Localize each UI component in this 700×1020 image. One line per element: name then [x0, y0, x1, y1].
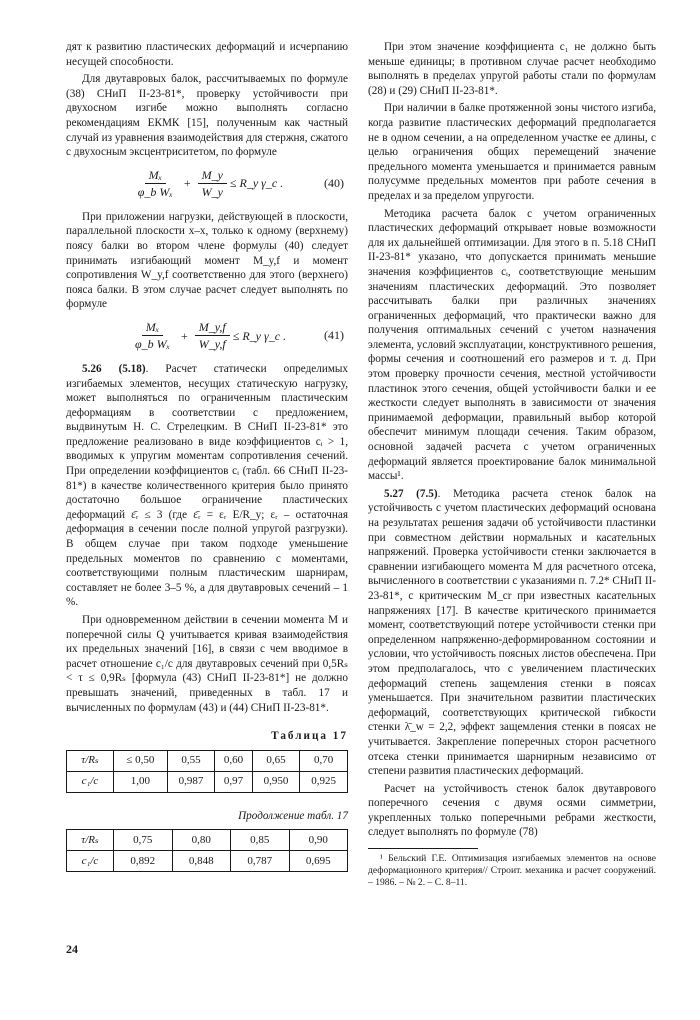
paragraph: дят к развитию пластических деформаций и исчерпанию несущей способности. [66, 41, 348, 68]
formula-40 [66, 164, 348, 204]
row-label: τ/Rₛ [67, 750, 114, 771]
fraction [134, 168, 177, 199]
denominator: W_y [201, 185, 223, 200]
table-cell: 0,987 [167, 771, 215, 792]
right-column [368, 40, 656, 889]
fraction [131, 320, 174, 351]
numerator: Mₓ [145, 168, 166, 184]
page-number: 24 [66, 942, 78, 956]
fraction [198, 168, 227, 199]
table-row [67, 771, 348, 792]
section-number: 5.26 (5.18) [82, 362, 146, 375]
left-column [66, 40, 348, 872]
table-cell: 0,787 [231, 851, 290, 872]
numerator: M_y,f [195, 320, 230, 336]
paragraph-text: . Методика расчета стенок балок на устойчивость с учетом пластических деформаций основана на результатах решения задачи об устойчивости пластинки при совместном действии нормальных и касательных напряжений. Проверка устойчивости стенки заключается в сравнении изгибающего момента M для расчетного отсека, вычисленного в соответствии с указаниями п. 7.2* СНиП II-23-81*, с критическим M_cr при известных касательных напряжениях [17]. В качестве критического принимается момент, соответствующий потере устойчивости стенки при определенном напряженно-деформированном состоянии и условии, что устойчивость поясных листов обеспечена. При этом предполагалось, что с увеличением пластических деформаций степень защемления стенки в поясах уменьшается. При значительном развитии пластических деформаций, соответствующих критической гибкости стенки λ̄_w = 2,2, эффект защемления стенки в поясах не учитывается. Закрепление поперечных сторон расчетного отсека стенки принимается шарнирным независимо от степени развития пластических деформаций. [368, 487, 656, 778]
denominator: φ_b Wₓ [137, 185, 173, 200]
table-cell: 0,60 [215, 750, 252, 771]
numerator: Mₓ [142, 320, 163, 336]
row-label: c₁/c [67, 771, 114, 792]
paragraph [368, 487, 656, 779]
numerator: M_y [198, 168, 227, 184]
table-row [67, 750, 348, 771]
table-cell: 0,70 [300, 750, 348, 771]
table-cell: 0,925 [300, 771, 348, 792]
formula-rhs: ≤ R_y γ_c . [232, 328, 287, 343]
paragraph: Для двутавровых балок, рассчитываемых по формуле (38) СНиП II-23-81*, проверку устойчивости при двухосном изгибе можно выполнять согласно рекомендациям ЕКМК [15], полученным как частный случай из уравнения взаимодействия для стержня, сжатого с двухосным эксцентриситетом, по формуле [66, 73, 348, 159]
table-caption: Таблица 17 [271, 730, 348, 743]
formula-rhs: ≤ R_y γ_c . [229, 176, 284, 191]
table-cell: 0,75 [114, 830, 173, 851]
table-cell: 0,80 [172, 830, 231, 851]
table-17 [66, 750, 348, 793]
table-cell: 0,848 [172, 851, 231, 872]
table-cell: 0,55 [167, 750, 215, 771]
table-row [67, 830, 348, 851]
table-17-continuation [66, 829, 348, 872]
table-cell: 0,892 [114, 851, 173, 872]
denominator: φ_b Wₓ [134, 337, 170, 352]
table-cell: ≤ 0,50 [114, 750, 168, 771]
paragraph: При приложении нагрузки, действующей в плоскости, параллельной плоскости x–x, только к одному (верхнему) поясу балки во втором члене формулы (40) следует принимать изгибающий момент M_y,f и момент сопротивления W_y,f соответственно для этого (верхнего) пояса балки. В этом случае расчет следует выполнять по формуле [66, 210, 348, 311]
section-number: 5.27 (7.5) [384, 487, 438, 500]
plus-sign: + [183, 176, 191, 191]
paragraph-text: . Расчет статически определимых изгибаемых элементов, несущих статическую нагрузку, может выполняться по ограниченным пластическим деформациям в соответствии с предложением, выдвинутым Н. С. Стрелецким. В СНиП II-23-81* это предложение реализовано в виде коэффициентов cᵢ > 1, вводимых к упругим моментам сопротивления сечений. При определении коэффициентов cᵢ (табл. 66 СНиП II-23-81*) в качестве количественного критерия было принято достаточно большое ограничение пластических деформаций ε̄ᵣ ≤ 3 (где ε̄ᵣ = εᵣ E/R_y; εᵣ – остаточная деформация в сечении после полной упругой разгрузки). В общем случае при таком подходе уменьшение предельных моментов по сравнению с моментами, соответствующими полным пластическим шарнирам, составляет не более 3–5 %, а для двутавровых сечений – 1 %. [66, 362, 349, 609]
paragraph: При одновременном действии в сечении момента M и поперечной силы Q учитывается кривая взаимодействия их предельных значений [16], в связи с чем вводимое в расчет отношение c₁/c для двутавровых сечений при 0,5Rₛ < τ ≤ 0,9Rₛ [формула (43) СНиП II-23-81*] не должно превышать значений, приведенных в табл. 17 и вычисленных по формулам (43) и (44) СНиП II-23-81*. [66, 614, 348, 714]
table-cell: 0,85 [231, 830, 290, 851]
denominator: W_y,f [198, 337, 226, 352]
row-label: c₁/c [67, 851, 114, 872]
table-row [67, 851, 348, 872]
fraction [195, 320, 230, 351]
formula-number: (41) [324, 327, 344, 342]
table-continuation-caption: Продолжение табл. 17 [238, 809, 348, 822]
table-cell: 1,00 [114, 771, 168, 792]
footnote-divider [368, 848, 478, 849]
plus-sign: + [180, 328, 188, 343]
paragraph: При этом значение коэффициента c₁ не должно быть меньше единицы; в противном случае расчет необходимо выполнять в пределах упругой работы стали по формулам (28) и (29) СНиП II-23-81*. [368, 41, 656, 97]
row-label: τ/Rₛ [67, 830, 114, 851]
formula-number: (40) [324, 175, 344, 190]
paragraph: Методика расчета балок с учетом ограниченных пластических деформаций открывает новые возможности для их дальнейшей оптимизации. Для этого в п. 5.18 СНиП II-23-81* указано, что допускается принимать меньшие значения коэффициентов cᵢ, соответствующие меньшим значениям пластических деформаций. Это позволяет рассчитывать балки при различных значениях ограниченных деформаций, что практически важно для получения оптимальных сечений с учетом назначения элемента, условий эксплуатации, конструктивного решения, формы сечения и соотношений его размеров и т. д. При этом проверку прочности сечения, местной устойчивости пластинок этого сечения, общей устойчивости балки и ее жесткости следует выполнять в зависимости от значения принимаемой деформации, правильный выбор которой обеспечит минимум площади сечения. Таким образом, основной задачей расчета с учетом ограниченных деформаций является проектирование балок минимальной массы¹. [368, 207, 656, 483]
paragraph [66, 362, 348, 610]
paragraph: При наличии в балке протяженной зоны чистого изгиба, когда развитие пластических деформаций предполагается не в одном сечении, а на определенном участке ее длины, с целью ограничения общих перемещений значение предельного момента уменьшается и принимается равным полусумме предельных моментов при работе сечения в пределах и за пределом упругости. [368, 102, 656, 202]
table-cell: 0,97 [215, 771, 252, 792]
table-cell: 0,695 [289, 851, 348, 872]
table-cell: 0,90 [289, 830, 348, 851]
formula-41 [66, 316, 348, 356]
footnote: ¹ Бельский Г.Е. Оптимизация изгибаемых элементов на основе деформационного критерия// Строит. механика и расчет сооружений. – 1986. – № 2. – С. 8–11. [368, 853, 656, 889]
table-cell: 0,65 [252, 750, 300, 771]
table-cell: 0,950 [252, 771, 300, 792]
paragraph: Расчет на устойчивость стенок балок двутаврового поперечного сечения с двумя осями симметрии, укрепленных только поперечными ребрами жесткости, следует выполнять по формуле (78) [368, 782, 656, 839]
